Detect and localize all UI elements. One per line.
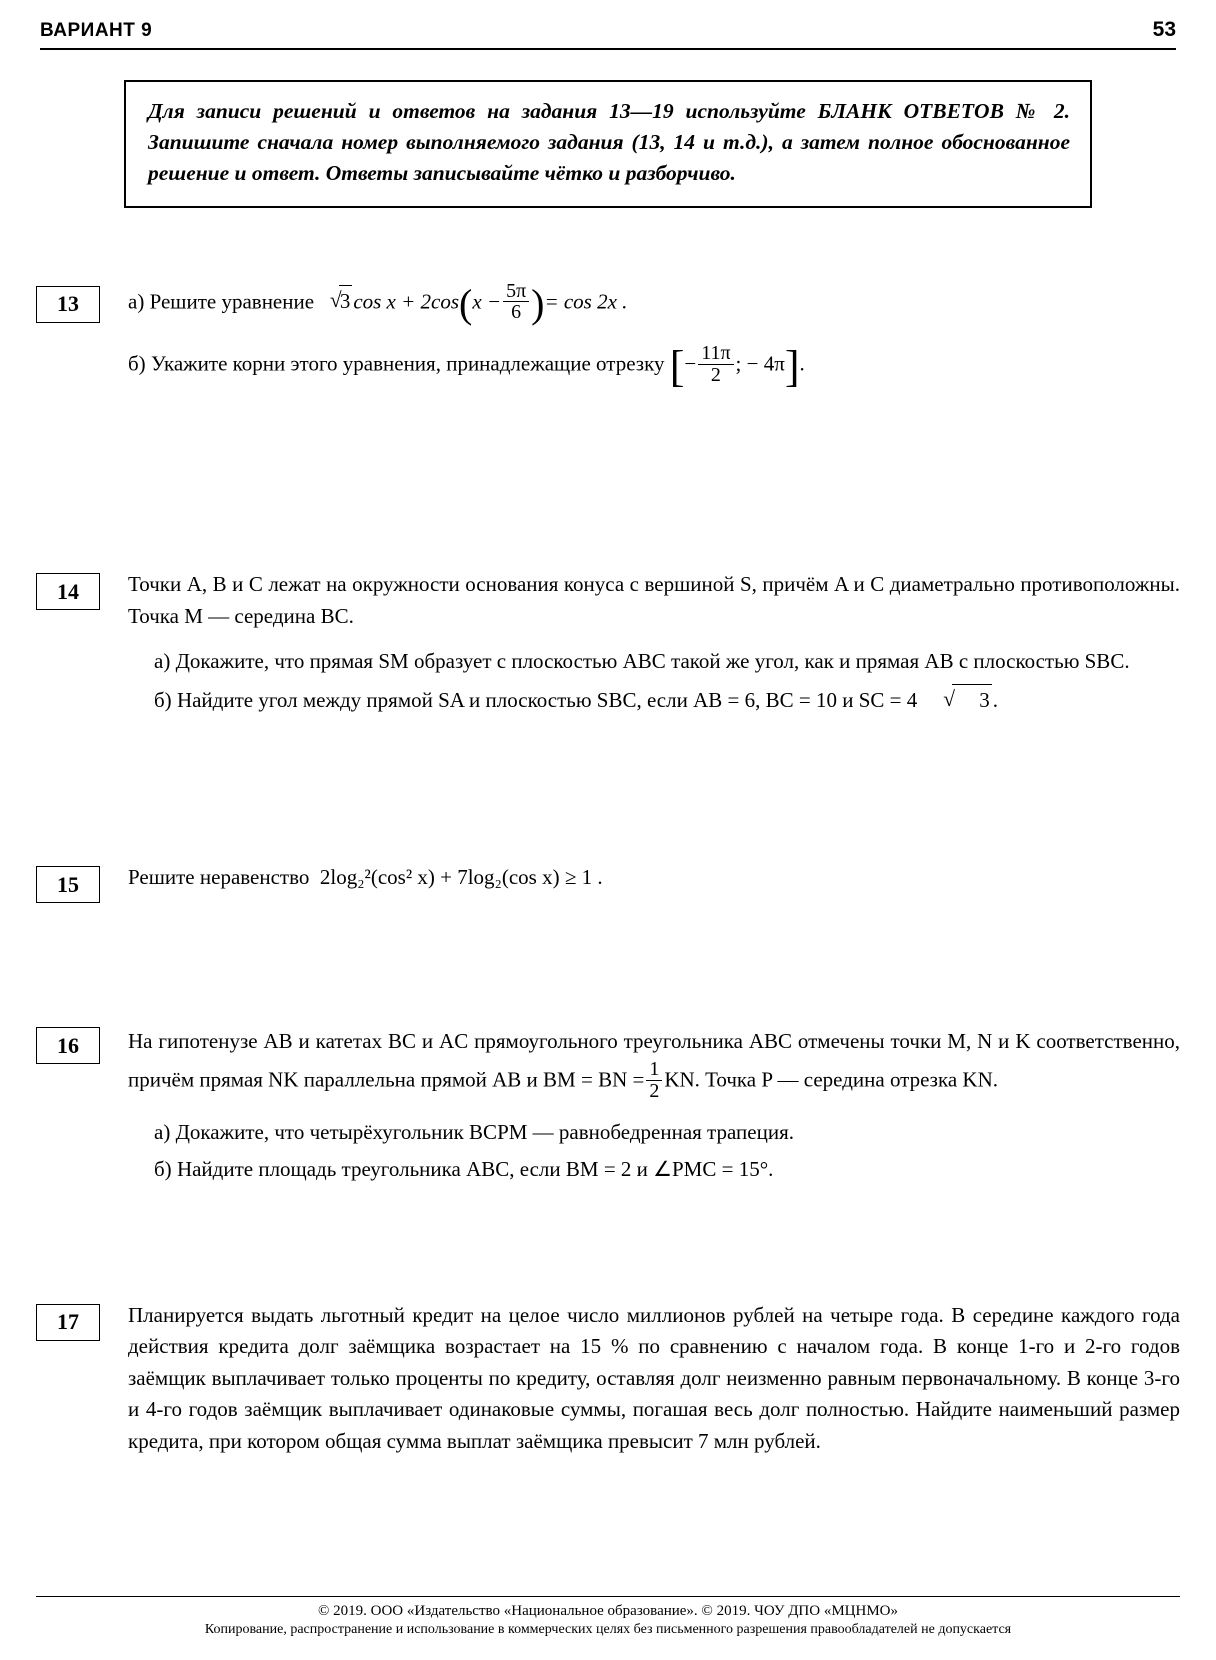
- task-14-part-b-label: б): [154, 687, 172, 712]
- sqrt-3-icon-task14: √ 3: [917, 684, 992, 717]
- footer-divider: [36, 1596, 1180, 1597]
- footer-notice: Копирование, распространение и использование в коммерческих целях без письменного разрешения правообладателей не допускается: [204, 1622, 1012, 1637]
- task-17: [36, 1300, 1180, 1464]
- fraction-5pi-6: $\frac{5\pi}{6}$: [503, 281, 529, 324]
- spacer-before-task-17: [36, 1192, 1180, 1300]
- page-header: [36, 0, 1180, 48]
- task-14-part-a: [128, 646, 1180, 678]
- variant-label: ВАРИАНТ 9: [40, 20, 153, 41]
- task-14-part-b: [128, 684, 1180, 717]
- task-13-part-a-text: Решите уравнение: [149, 288, 315, 313]
- right-bracket: ]: [784, 342, 800, 392]
- instruction-wrapper: [36, 80, 1180, 208]
- spacer-before-task-13: [36, 208, 1180, 282]
- task-14-part-a-text: Докажите, что прямая SM образует с плоскостью ABC такой же угол, как и прямая AB с плоскостью SBC.: [175, 649, 1130, 674]
- task-14-part-a-label: а): [154, 649, 171, 674]
- fraction-1-2: $\frac{1}{2}$: [646, 1059, 662, 1102]
- task-13-equation-tail: = cos 2x .: [544, 288, 628, 313]
- task-13-part-b-label: б): [128, 351, 146, 376]
- task-13-equation-prefix: cos x + 2cos: [353, 288, 460, 313]
- task-16-part-b: [128, 1154, 1180, 1186]
- task-13-part-a-label: а): [128, 288, 145, 313]
- task-14-body: [128, 569, 1180, 722]
- task-16-part-a: [128, 1117, 1180, 1149]
- task-15-text: [128, 862, 1180, 894]
- task-15: [36, 862, 1180, 903]
- fraction-11pi-2: $\frac{11\pi}{2}$: [698, 343, 733, 386]
- page-footer: [36, 1596, 1180, 1638]
- task-16-part-a-label: а): [154, 1119, 171, 1144]
- spacer-before-task-15: [36, 722, 1180, 862]
- task-15-prefix: Решите неравенство: [128, 865, 310, 890]
- interval-tail: ; − 4π: [735, 351, 785, 376]
- task-16-body: [128, 1023, 1180, 1192]
- task-16: [36, 1023, 1180, 1192]
- task-number-15: 15: [36, 866, 100, 903]
- interval-left-sign: −: [684, 351, 697, 376]
- task-13: [36, 279, 1180, 394]
- spacer-before-task-14: [36, 393, 1180, 569]
- task-14-intro: Точки A, B и C лежат на окружности основания конуса с вершиной S, причём A и C диаметрально противоположны. Точка M — середина BC.: [128, 572, 1180, 628]
- task-13-part-a: [128, 279, 1180, 326]
- sqrt-3-icon: √ 3: [330, 285, 353, 318]
- task-13-equation-inner: x −: [472, 288, 502, 313]
- task-17-text: Планируется выдать льготный кредит на целое число миллионов рублей на четыре года. В середине каждого года действия кредита долг заёмщика возрастает на 15 % по сравнению с началом года. В конце 1-го и 2-го годов заёмщик выплачивает только проценты по кредиту, оставляя долг неизменно равным первоначальному. В конце 3-го и 4-го годов заёмщик выплачивает одинаковые суммы, погашая весь долг полностью. Найдите наименьший размер кредита, при котором общая сумма выплат заёмщика превысит 7 млн рублей.: [128, 1302, 1180, 1453]
- spacer-before-task-16: [36, 903, 1180, 1023]
- task-16-part-b-label: б): [154, 1157, 172, 1182]
- task-13-body: [128, 279, 1180, 394]
- task-14-part-b-text: Найдите угол между прямой SA и плоскостью SBC, если AB = 6, BC = 10 и SC = 4: [176, 687, 918, 712]
- task-15-inequality: 2log₂²(cos² x) + 7log₂(cos x) ≥ 1 .: [319, 865, 603, 890]
- task-13-part-b-text: Укажите корни этого уравнения, принадлежащие отрезку: [150, 351, 665, 376]
- right-paren: ): [531, 280, 545, 326]
- left-paren: (: [459, 280, 473, 326]
- task-number-16: 16: [36, 1027, 100, 1064]
- task-13-period: .: [799, 351, 805, 376]
- task-17-body: [128, 1300, 1180, 1464]
- instruction-text: Для записи решений и ответов на задания 13—19 используйте БЛАНК ОТВЕТОВ № 2. Запишите сначала номер выполняемого задания (13, 14 и т.д.), а затем полное обоснованное решение и ответ. Ответы записывайте чётко и разборчиво.: [148, 99, 1070, 186]
- task-16-part-a-text: Докажите, что четырёхугольник BCPM — равнобедренная трапеция.: [175, 1119, 794, 1144]
- task-16-part-b-text: Найдите площадь треугольника ABC, если BM = 2 и ∠PMC = 15°.: [176, 1157, 774, 1182]
- task-14-part-b-tail: .: [992, 687, 998, 712]
- task-16-intro-part1: На гипотенузе AB и катетах BC и AC прямоугольного треугольника ABC отмечены точки M, N и K соответственно, причём прямая NK параллельна прямой AB и BM = BN =: [128, 1029, 1180, 1092]
- task-number-17: 17: [36, 1304, 100, 1341]
- task-14: [36, 569, 1180, 722]
- task-16-intro: [128, 1023, 1180, 1103]
- instruction-box: [124, 80, 1092, 208]
- task-number-14: 14: [36, 573, 100, 610]
- task-number-13: 13: [36, 286, 100, 323]
- task-15-body: [128, 862, 1180, 900]
- left-bracket: [: [669, 342, 685, 392]
- footer-copyright: © 2019. ООО «Издательство «Национальное образование». © 2019. ЧОУ ДПО «МЦНМО»: [317, 1603, 899, 1619]
- page-number: 53: [1152, 18, 1176, 41]
- task-16-intro-part2: KN. Точка P — середина отрезка KN.: [664, 1067, 999, 1092]
- task-13-part-b: [128, 342, 1180, 392]
- header-divider: [40, 48, 1176, 50]
